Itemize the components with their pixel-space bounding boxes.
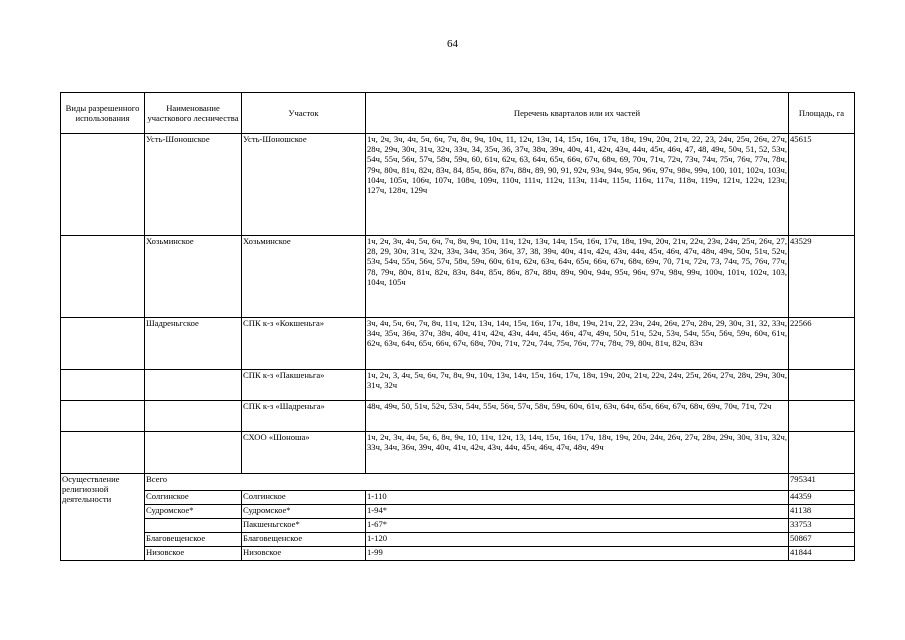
header-use-type: Виды разрешенного использования bbox=[61, 93, 145, 134]
cell-area: 33753 bbox=[789, 519, 855, 533]
cell-forestry bbox=[145, 432, 242, 474]
cell-plot: СПК к-з «Пакшеньга» bbox=[242, 370, 366, 401]
cell-plot: Солгинское bbox=[242, 491, 366, 505]
cell-quarters: 3ч, 4ч, 5ч, 6ч, 7ч, 8ч, 11ч, 12ч, 13ч, 14ч, 15ч, 16ч, 17ч, 18ч, 19ч, 21ч, 22, 23ч, 24ч, 26ч, 27ч, 28ч, 29, 30ч, 31, 32, 33ч, 34ч, 35ч, 36ч, 37ч, 38ч, 40ч, 41ч, 42ч, 43ч, 44ч, 45ч, 46ч, 47ч, 49ч, 50ч, 51ч, 52ч, 53ч, 54ч, 55ч, 56ч, 59ч, 60ч, 61ч, 62ч, 63ч, 64ч, 65ч, 66ч, 67ч, 68ч, 70ч, 71ч, 72ч, 74ч, 75ч, 76ч, 77ч, 78ч, 79, 80ч, 81ч, 82ч, 83ч bbox=[366, 318, 789, 370]
cell-use-type-religious: Осуществление религиозной деятельности bbox=[61, 474, 145, 561]
table-row bbox=[61, 519, 855, 533]
cell-quarters: 1ч, 2ч, 3, 4ч, 5ч, 6ч, 7ч, 8ч, 9ч, 10ч, 13ч, 14ч, 15ч, 16ч, 17ч, 18ч, 19ч, 20ч, 21ч, 22ч, 24ч, 25ч, 26ч, 27ч, 28ч, 29ч, 30ч, 31ч, 32ч bbox=[366, 370, 789, 401]
cell-use-type bbox=[61, 401, 145, 432]
cell-use-type bbox=[61, 370, 145, 401]
table-row bbox=[61, 474, 855, 491]
cell-quarters: 1-94* bbox=[366, 505, 789, 519]
cell-forestry bbox=[145, 401, 242, 432]
cell-quarters: 1-120 bbox=[366, 533, 789, 547]
table-row bbox=[61, 491, 855, 505]
cell-quarters: 1ч, 2ч, 3ч, 4ч, 5ч, 6, 8ч, 9ч, 10, 11ч, 12ч, 13, 14ч, 15ч, 16ч, 17ч, 18ч, 19ч, 20ч, 24ч, 26ч, 27ч, 28ч, 29ч, 30ч, 31ч, 32ч, 33ч, 34ч, 36ч, 39ч, 40ч, 41ч, 42ч, 43ч, 44ч, 45ч, 46ч, 47ч, 48ч, 49ч bbox=[366, 432, 789, 474]
cell-area: 45615 bbox=[789, 134, 855, 236]
cell-use-type bbox=[61, 432, 145, 474]
cell-forestry bbox=[145, 519, 242, 533]
cell-total-label: Всего bbox=[145, 474, 789, 491]
cell-forestry: Шадреньгское bbox=[145, 318, 242, 370]
cell-quarters: 1-99 bbox=[366, 547, 789, 561]
table-row bbox=[61, 505, 855, 519]
table-row bbox=[61, 533, 855, 547]
cell-quarters: 1-67* bbox=[366, 519, 789, 533]
cell-area bbox=[789, 401, 855, 432]
cell-plot: Низовское bbox=[242, 547, 366, 561]
cell-quarters: 1ч, 2ч, 3ч, 4ч, 5ч, 6ч, 7ч, 8ч, 9ч, 10ч, 11ч, 12ч, 13ч, 14ч, 15ч, 16ч, 17ч, 18ч, 19ч, 20ч, 21ч, 22ч, 23ч, 24ч, 25ч, 26ч, 27, 28, 29, 30ч, 31ч, 32ч, 33ч, 34ч, 35ч, 36ч, 37, 38, 39ч, 40ч, 41ч, 42ч, 43ч, 44ч, 45ч, 46ч, 47ч, 48ч, 49ч, 50ч, 51ч, 52ч, 53ч, 54ч, 55ч, 56ч, 57ч, 58ч, 59ч, 60ч, 61ч, 62ч, 63ч, 64ч, 65ч, 66ч, 67ч, 68ч, 69ч, 70, 71ч, 72ч, 73, 74ч, 75, 76ч, 77ч, 78, 79ч, 80ч, 81ч, 82ч, 83ч, 84ч, 85ч, 86ч, 87ч, 88ч, 89ч, 90ч, 94ч, 95ч, 96ч, 97ч, 98ч, 99ч, 100ч, 101ч, 102ч, 103, 104ч, 105ч bbox=[366, 236, 789, 318]
cell-area: 44359 bbox=[789, 491, 855, 505]
table-row bbox=[61, 134, 855, 236]
cell-use-type bbox=[61, 134, 145, 236]
cell-area: 41844 bbox=[789, 547, 855, 561]
cell-area: 41138 bbox=[789, 505, 855, 519]
cell-forestry: Благовещенское bbox=[145, 533, 242, 547]
header-quarters: Перечень кварталов или их частей bbox=[366, 93, 789, 134]
table-row bbox=[61, 236, 855, 318]
table-row bbox=[61, 318, 855, 370]
cell-plot: СХОО «Шоноша» bbox=[242, 432, 366, 474]
table-row bbox=[61, 401, 855, 432]
cell-forestry: Усть-Шоношское bbox=[145, 134, 242, 236]
header-forestry: Наименование участкового лесничества bbox=[145, 93, 242, 134]
cell-plot: СПК к-з «Шадреньга» bbox=[242, 401, 366, 432]
cell-area: 50867 bbox=[789, 533, 855, 547]
cell-quarters: 1-110 bbox=[366, 491, 789, 505]
table-row bbox=[61, 432, 855, 474]
cell-area: 22566 bbox=[789, 318, 855, 370]
cell-area bbox=[789, 432, 855, 474]
table-header-row bbox=[61, 93, 855, 134]
cell-quarters: 1ч, 2ч, 3ч, 4ч, 5ч, 6ч, 7ч, 8ч, 9ч, 10ч, 11, 12ч, 13ч, 14, 15ч, 16ч, 17ч, 18ч, 19ч, 20ч, 21ч, 22, 23, 24ч, 25ч, 26ч, 27ч, 28ч, 29ч, 30ч, 31ч, 32ч, 33ч, 34, 35ч, 36, 37ч, 38ч, 39ч, 40ч, 41, 42ч, 43ч, 44ч, 45ч, 46ч, 47, 48, 49ч, 50ч, 51, 52, 53ч, 54ч, 55ч, 56ч, 57ч, 58ч, 59ч, 60, 61ч, 62ч, 63, 64ч, 65ч, 66ч, 67ч, 68ч, 69, 70ч, 71ч, 72ч, 73ч, 74ч, 75ч, 76ч, 77ч, 78ч, 79ч, 80ч, 81ч, 82ч, 83ч, 84, 85ч, 86ч, 87ч, 88ч, 89, 90, 91, 92ч, 93ч, 94ч, 95ч, 96ч, 97ч, 98ч, 99ч, 100, 101, 102ч, 103ч, 104ч, 105ч, 106ч, 107ч, 108ч, 109ч, 110ч, 111ч, 112ч, 113ч, 114ч, 115ч, 116ч, 117ч, 118ч, 119ч, 121ч, 122ч, 123ч, 127ч, 128ч, 129ч bbox=[366, 134, 789, 236]
cell-plot: Хозьминское bbox=[242, 236, 366, 318]
cell-use-type bbox=[61, 236, 145, 318]
cell-use-type bbox=[61, 318, 145, 370]
cell-forestry: Судромское* bbox=[145, 505, 242, 519]
cell-quarters: 48ч, 49ч, 50, 51ч, 52ч, 53ч, 54ч, 55ч, 56ч, 57ч, 58ч, 59ч, 60ч, 61ч, 63ч, 64ч, 65ч, 66ч, 67ч, 68ч, 69ч, 70ч, 71ч, 72ч bbox=[366, 401, 789, 432]
cell-area bbox=[789, 370, 855, 401]
cell-plot: Усть-Шоношское bbox=[242, 134, 366, 236]
cell-forestry bbox=[145, 370, 242, 401]
cell-plot: Пакшеньгское* bbox=[242, 519, 366, 533]
cell-forestry: Хозьминское bbox=[145, 236, 242, 318]
cell-plot: Судромское* bbox=[242, 505, 366, 519]
cell-total-area: 795341 bbox=[789, 474, 855, 491]
header-plot: Участок bbox=[242, 93, 366, 134]
cell-area: 43529 bbox=[789, 236, 855, 318]
cell-plot: Благовещенское bbox=[242, 533, 366, 547]
cell-plot: СПК к-з «Кокшеньга» bbox=[242, 318, 366, 370]
forest-quarters-table bbox=[60, 92, 855, 561]
table-row bbox=[61, 370, 855, 401]
header-area: Площадь, га bbox=[789, 93, 855, 134]
page-number: 64 bbox=[447, 38, 458, 50]
cell-forestry: Низовское bbox=[145, 547, 242, 561]
table-row bbox=[61, 547, 855, 561]
cell-forestry: Солгинское bbox=[145, 491, 242, 505]
